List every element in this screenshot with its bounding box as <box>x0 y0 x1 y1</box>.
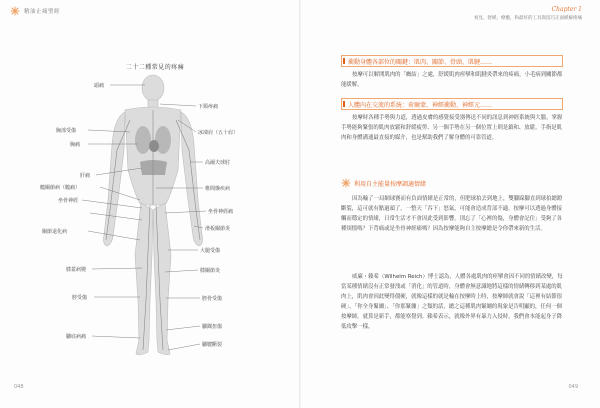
label-disc-disease: 椎間盤疾病 <box>205 186 231 192</box>
chapter-label: Chapter 1 <box>551 6 582 13</box>
right-page-number: 049 <box>568 384 578 390</box>
figure-title: 二十二種常見的疼痛 <box>125 64 185 71</box>
label-sciatic: 坐骨神經 <box>58 198 79 204</box>
right-page <box>301 0 600 408</box>
label-thigh-injury: 大腿受傷 <box>200 248 221 254</box>
paragraph-emotion <box>341 194 563 234</box>
label-tibia-injury: 脛骨受傷 <box>202 296 223 302</box>
left-page-number: 048 <box>14 384 24 390</box>
label-bursitis: 滑板關節炎 <box>205 226 231 232</box>
label-headache: 頭痛 <box>94 83 105 89</box>
label-knee-arthritis: 膝關節炎 <box>200 268 221 274</box>
label-sciatica: 坐骨神經痛 <box>208 209 234 215</box>
label-ankle-sprain: 腳踝扭傷 <box>202 324 223 330</box>
paragraph-reich <box>341 272 563 332</box>
label-lower-neck-pain: 下頸疼痛 <box>198 104 219 110</box>
chapter-subtitle: 看見、舒緩、療癒，和最好的工具與技巧正面緩解疼痛 <box>474 16 582 21</box>
label-hip-pain: 髖關節病（髖痛） <box>40 185 81 191</box>
paragraph-text: 按摩時各種手勢與力道，透過皮膚的感覺接受器傳送不同的訊息到神經系統與大腦，掌握手勢能夠緊張的肌肉放鬆和舒緩疲勞、另一個手勢在另一個位置上則是鎮和、放鬆，手指是肌肉和身體溝通最直接的媒介，也是幫助我們了解身體的可靠管道。 <box>341 115 563 141</box>
label-chest-pain: 胸痛 <box>70 142 81 148</box>
label-chest-injury: 胸部受傷 <box>56 128 77 134</box>
paragraph-text: 按摩可以解開肌肉的「癥結」之處，舒緩肌肉痙攣和肌腱炎帶來的疼痛，小毛病到關節都能緩解。 <box>341 72 563 88</box>
paragraph-body-parts <box>341 70 563 90</box>
label-golf-elbow: 高爾夫球肘 <box>205 160 231 166</box>
flower-icon <box>341 178 351 188</box>
book-title: 精油止痛聖經 <box>24 9 61 15</box>
label-tendon-rupture: 腳腱斷裂 <box>202 342 223 348</box>
label-liver-pain: 肝痛 <box>80 173 91 179</box>
section-heading-communication <box>341 98 563 110</box>
human-body-diagram <box>0 0 299 408</box>
label-frozen-shoulder: 冰凍肩（五十肩） <box>198 130 239 136</box>
section-heading-text: 人體內在交流的系統：荷爾蒙、神經衝動、神經元…… <box>348 101 493 109</box>
subheading-emotion-massage <box>341 178 426 188</box>
label-knee-lesion: 膝蓋病變 <box>66 267 87 273</box>
right-page-header <box>474 6 582 21</box>
paragraph-communication <box>341 113 563 143</box>
subheading-text: 利用自主能量按摩調適情緒 <box>354 180 427 188</box>
paragraph-text: 因為輸了一局網球賽而有負面情緒是正常的，但肥球拍丟到地上，雙腳跺腳直到球拍總蹬斷裂，這可就有點過頭了，一整天「吞下」怒氣，可能會造成背部不適。按摩可以透過身體接觸而穩定的情緒，日常生活才不會因此受到影響。別忘了「心裡的傷，身體會記住」受夠了各種煩惱嗎？下背痛或是坐骨神經痛嗎？因為按摩能夠自主按摩總是令你帶來新的生活。 <box>341 196 563 232</box>
left-page <box>0 0 299 408</box>
section-heading-body-parts <box>341 55 563 67</box>
label-shin-injury: 脛受傷 <box>72 295 88 301</box>
paragraph-text: 威廉・賴希（Wilhelm Reich）博士認為，人體各處肌肉的痙攣會因不同的情緒改變，每當某種情緒沒有正常發洩或「消化」的管道時，身體會無意識地將這樣的情緒轉移到某處的肌肉上，肌肉會因此變得僵硬，就像這樣的就是輸在按摩時上時，按摩師就會說「這裡有結節很硬」、「你全身緊繃」、「你那緊繃」之類的話，總之這種肌肉緊繃的現象是告明顯的，任何一個按摩師，就算是新手，都能察覺到。賴希表示，就像外界有暴力入侵時，我們會本能起身子降低攻擊一樣， <box>341 274 563 330</box>
section-heading-text: 衝動身體各部位的關鍵：肌肉、關節、骨頭、肌腱…… <box>348 58 493 66</box>
label-foot-pain: 腳底病痛 <box>66 334 87 340</box>
label-joint-degeneration: 關節退化病 <box>42 229 68 235</box>
